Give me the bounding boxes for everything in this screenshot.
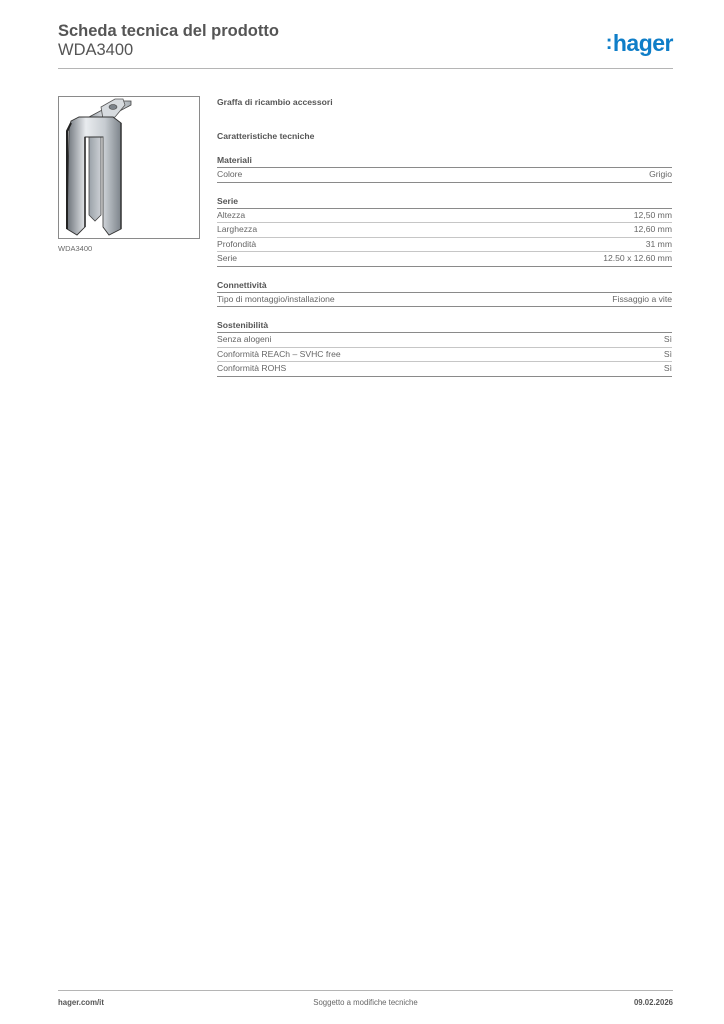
spec-label: Larghezza	[217, 224, 258, 234]
spec-label: Senza alogeni	[217, 334, 272, 344]
spec-label: Tipo di montaggio/installazione	[217, 293, 335, 304]
hager-logo[interactable]	[606, 30, 673, 57]
footer-divider	[58, 990, 673, 991]
section-serie	[217, 196, 672, 267]
section-sostenibilita	[217, 320, 672, 377]
spec-label: Conformità ROHS	[217, 363, 287, 373]
product-code: WDA3400	[58, 41, 134, 59]
spec-row	[217, 223, 672, 238]
product-name: Graffa di ricambio accessori	[217, 97, 333, 107]
product-image	[58, 96, 200, 239]
spec-row	[217, 252, 672, 267]
page-title: Scheda tecnica del prodotto	[58, 22, 279, 40]
footer-website-link[interactable]: hager.com/it	[58, 998, 104, 1007]
spec-row	[217, 293, 672, 308]
logo-mark: :	[605, 32, 612, 54]
logo-text: hager	[612, 30, 673, 56]
section-materiali	[217, 155, 672, 183]
metal-clip-image	[59, 97, 199, 238]
header-divider	[58, 68, 673, 69]
spec-label: Colore	[217, 169, 243, 179]
spec-value: Fissaggio a vite	[612, 293, 672, 304]
spec-value: Sì	[663, 348, 672, 359]
section-title: Serie	[217, 196, 672, 209]
spec-value: 12,50 mm	[633, 209, 672, 220]
section-title: Materiali	[217, 155, 672, 168]
section-title: Sostenibilità	[217, 320, 672, 333]
spec-value: Sì	[663, 334, 672, 344]
spec-row	[217, 333, 672, 348]
tech-heading: Caratteristiche tecniche	[217, 131, 315, 141]
spec-row	[217, 209, 672, 224]
spec-value: Grigio	[649, 169, 672, 179]
footer-note: Soggetto a modifiche tecniche	[313, 998, 418, 1007]
image-caption: WDA3400	[58, 244, 93, 253]
page-header	[58, 22, 673, 60]
spec-value: 31 mm	[645, 238, 672, 249]
section-connettivita	[217, 280, 672, 308]
spec-label: Conformità REACh – SVHC free	[217, 348, 341, 359]
spec-value: 12,60 mm	[633, 224, 672, 234]
spec-row	[217, 348, 672, 363]
spec-label: Serie	[217, 253, 238, 263]
footer-date: 09.02.2026	[633, 998, 673, 1007]
spec-row	[217, 168, 672, 183]
spec-value: 12.50 x 12.60 mm	[603, 253, 672, 263]
spec-label: Altezza	[217, 209, 246, 220]
spec-content	[217, 96, 672, 377]
spec-label: Profondità	[217, 238, 257, 249]
spec-value: Sì	[663, 363, 672, 373]
section-title: Connettività	[217, 280, 672, 293]
spec-row	[217, 362, 672, 377]
spec-row	[217, 238, 672, 253]
